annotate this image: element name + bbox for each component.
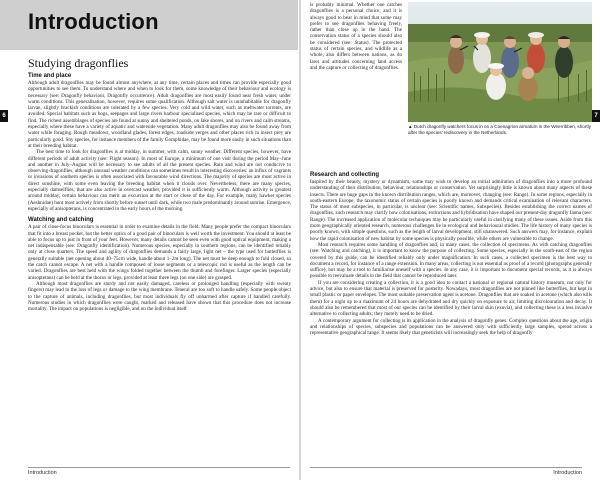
footer-rule <box>310 467 582 468</box>
paragraph: is probably minimal. Whether one catches dragonflies is a personal choice, and it is always good to bear in mind that some may prefer to see dragonflies behaving freely, rather than close up in the hand. The conservation status of a species should also be considered (see: Status). The protected status of certain species, and wildlife as a whole, also differs between nations, as do laws and attitudes concerning land access and the capture or collecting of dragonflies. <box>310 2 402 71</box>
title-banner <box>0 0 298 50</box>
left-page <box>0 0 298 480</box>
paragraph: A pair of close-focus binoculars is essential in order to examine details in the field. Many people prefer the compact binoculars that fit into a breast pocket, but the better optics of a good pair of binoculars is well worth the investment. You should at least be able to focus up to just in front of your feet. However, many details cannot be seen even with good optical equipment, making a net indispensable (see: Dragonfly identification). Numerous species, especially in southern regions, can be identified reliably only at close quarters. The speed and agility of dragonflies demands a fairly large, light net – the type used for butterflies is generally suitable (net opening about 40–75cm wide, handle about 1–2m long). The net must be deep enough to fold closed, so the catch cannot escape. A net with a handle composed of loose segments or a telescopic rod is useful as the length can be varied. Dragonflies are best held with the wings folded together between the thumb and forefinger. Larger species (especially anisopterans) can be held at the thorax or legs, provided at least three legs (on one side) are grasped. <box>28 224 291 281</box>
continued-text <box>310 2 402 168</box>
caption-marker: ▲ <box>408 124 413 129</box>
page-number-tab: 6 <box>0 110 8 122</box>
subsection-heading: Watching and catching <box>28 217 94 224</box>
photo-dragonfly-watchers <box>408 2 592 122</box>
right-column <box>310 170 592 460</box>
paragraph: A contemporary argument for collecting is its application in the analysis of dragonfly genes. Complex questions about the age, origin and relationships of species, subspecies and populations can be answered only with sufficiently large samples, spread across a representative geographical range. It seems likely that geneticists will increasingly seek the help of dragonfly <box>310 317 592 337</box>
paragraph: Although adult dragonflies may be found almost anywhere, at any time, certain places and times can provide especially good opportunities to see them. To understand where and when to look for them, some knowledge of their behaviour and ecology is necessary (see: Dragonfly behaviour, Dragonfly occurrence). Adult dragonflies are most easily found near fresh water, under warm conditions. This generalisation, however, requires some qualification. Although salt water is uninhabitable for dragonfly larvae, slightly brackish conditions are tolerated by a few species. Very cold and wild water, such as meltwater torrents, are avoided. Special habitats such as bogs, seepages and large rivers harbour specialised species, which may be rare or difficult to find. The richest assemblages of species are found at sunny and sheltered ponds, on lake shores, and on rivers and calm streams, especially where these have a variety of aquatic and waterside vegetation. Many adult dragonflies may also be found away from water while foraging. Rough meadows, woodland glades, forest edges, roadside verges and other places rich in insect prey are particularly good. Shy species, for instance members of the family Gomphidae, may be found more easily in such situations than at their breeding habitat. <box>28 80 291 149</box>
paragraph: Although most dragonflies are sturdy and not easily damaged, careless or prolonged handling (especially with sweaty fingers) may lead to the loss of legs or damage to the wing membrane. Teneral are too soft to handle safely. Some people object to the capture of animals, including dragonflies, but most individuals fly off unharmed after capture if handled carefully. Numerous studies in which dragonflies were caught, marked and released have shown that this procedure does not increase mortality. The impact on populations is negligible, and on the individual itself <box>28 280 291 313</box>
paragraph: If you are considering creating a collection, it is a good idea to contact a national or regional natural history museum, not only for advice, but also to ensure that material is preserved for posterity. Nowadays, most dragonflies are not pinned like butterflies, but kept in small plastic or paper envelopes. The most suitable preservation agent is acetone. Dragonflies that are soaked in acetone (which also kills them) for a night up to a maximum of 24 hours are dehydrated and dry quickly on exposure to air, limiting discolouration and decay. It should also be remembered that most of our species can be identified by their larval skin (exuvia), and collecting these is a less invasive alternative to collecting adults; they merely need to be dried. <box>310 279 592 318</box>
page-number-tab: 7 <box>592 110 600 122</box>
subsection-body <box>310 179 592 336</box>
footer-rule <box>28 467 290 468</box>
photo-caption <box>408 124 592 135</box>
subsection-body <box>28 224 291 312</box>
subsection-body <box>28 80 291 212</box>
spine-gutter <box>299 0 301 480</box>
paragraph: Most research requires some handling of dragonflies and, in many cases, the collection of specimens. As with catching dragonflies (see: Watching and catching), it is important to know the purpose of collecting. Some species, especially in the south-east of the region covered by this guide, can be identified reliably only under magnification. In such cases, a collected specimen is the best way to document a record, for instance of a range extension. In many areas, collecting is not essential as proof of a record (photographs generally suffice), but may be a tool to familiarise oneself with a species. In any case, it is important to document special records, as it is always possible to reevaluate details in the field that cannot be reproduced later. <box>310 241 592 280</box>
page-title: Introduction <box>28 9 159 34</box>
right-page <box>302 0 600 480</box>
running-footer: Introduction <box>28 470 57 476</box>
paragraph: Inspired by their beauty, mystery or dynamism, some may wish to develop an initial admiration of dragonflies into a more profound understanding of their distribution, behaviour, relationships or conservation. Yet surprisingly little is known about many aspects of these insects. There are huge gaps in the known distribution ranges, which are, moreover, changing (see: Range). In some regions, especially in south-eastern Europe, the taxonomic status of certain species is poorly known and demands critical examination of relevant characters. The status of most subspecies, in particular, is unclear (see: Scientific names, Subspecies). Besides establishing the correct names of dragonflies, such research may clarify how colonisations, extinctions and hybridisation have shaped our present-day dragonfly fauna (see: Range). The increased application of molecular techniques may be particularly useful in clarifying many of these issues. Aside from this more geographically oriented research, numerous challenges lie in ecological and behavioural studies. The life history of many species is poorly known, with simple questions, such as the length of larval development, still unanswered. Such answers may, for instance, explain how the rapid colonisation of new habitat by some species is physically possible, while others are vulnerable to change. <box>310 179 592 242</box>
section-title: Studying dragonflies <box>28 56 129 70</box>
paragraph: The best time to look for dragonflies is at midday, in summer, with calm, sunny weather. Different species, however, have different periods of adult activity (see: Flight season). In most of Europe, a minimum of one visit during the period May–June and another in July–August will be necessary to see adults of all the present species. Rain and wind are not conducive to observing dragonflies, although unusual weather conditions can sometimes result in interesting discoveries: an influx of vagrants or invasions of southern species is often associated with favourable wind directions. The majority of species are most active in direct sunshine, with some even leaving the breeding habitat when it clouds over. Nevertheless, there are many species, especially damselflies, that are also active in overcast weather, provided it is sufficiently warm. Although activity is greatest around midday, certain behaviour can merit an excursion at the start or close of the day. For example, many hawker species (Aeshnidae) hunt most actively from shortly before sunset until dark, while two male predominantly around sunrise. Emergence, especially of anisopterans, is concentrated in the early hours of the morning. <box>28 149 291 212</box>
subsection-heading: Time and place <box>28 73 72 79</box>
running-footer: Introduction <box>553 470 582 476</box>
left-column <box>28 56 291 468</box>
photo-illustration <box>408 2 592 122</box>
subsection-heading: Research and collecting <box>310 172 380 178</box>
caption-text: Dutch dragonfly watchers focus in on a Coenagrion armatum in the Weerribben, shortly after the species' rediscovery in the Netherlands. <box>408 124 591 135</box>
